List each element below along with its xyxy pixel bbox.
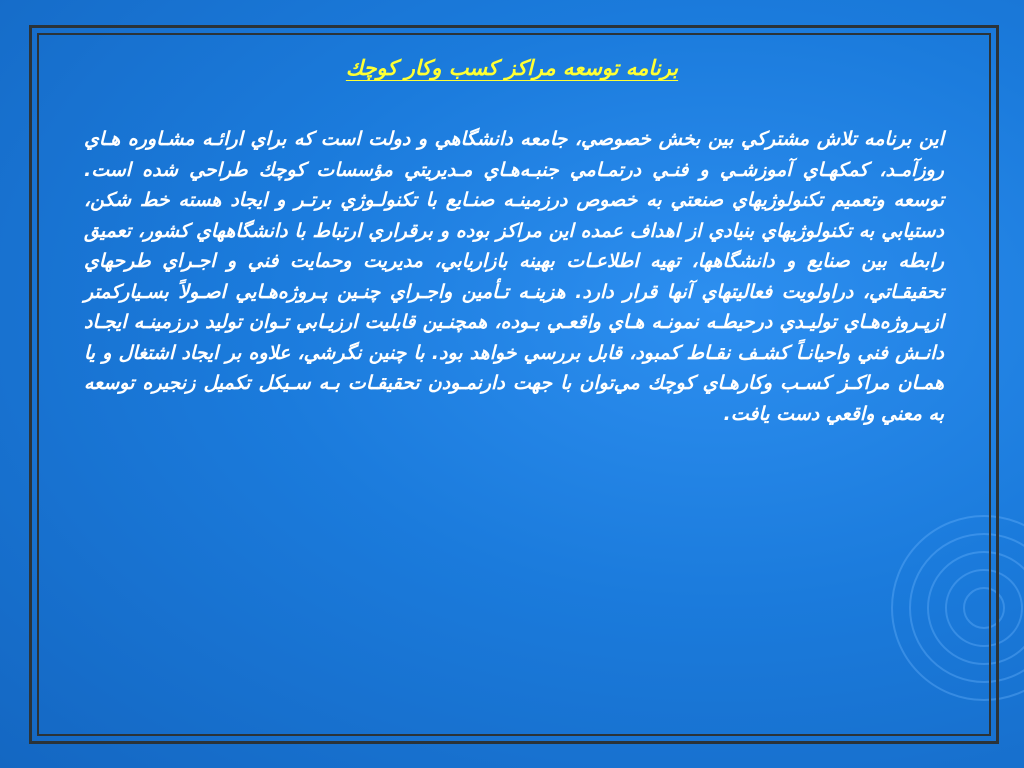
slide-title: برنامه توسعه مراكز كسب وكار كوچك xyxy=(345,56,679,80)
slide-body-paragraph: اين برنامه تلاش مشتركي بين بخش خصوصي، جامعه دانشگاهي و دولت است كه براي ارائـه مشـاوره هـاي روزآمـد، كمكهـاي آموزشـي و فنـي درتمـامي جنبـه‌هـاي مـديريتي مؤسسات كوچك طراحي شده است. توسعه وتعميم تكنولوژيهاي صنعتي به خصوص درزمينـه صنـايع با تكنولـوژي برتـر و ايجاد هسته خط شكن، دستيابي به تكنولوژيهاي بنيادي از اهداف عمده اين مراكز بوده و برقراري ارتباط با دانشگاههاي كشور، تعميق رابطه بين صنايع و دانشگاهها، تهيه اطلاعـات بهينه بازاريابي، مديريت وحمايت فني و اجـراي طرحهاي تحقيقـاتي، دراولويت فعاليتهاي آنها قرار دارد. هزينـه تـأمين واجـراي چنـين پـروژه‌هـايي اصـولاً بسـياركمتر ازپـروژه‌هـاي توليـدي درحيطـه نمونـه هـاي واقعـي بـوده، همچنـين قابليت ارزيـابي تـوان توليد درزمينـه ايجـاد دانـش فني واحيانـاً كشـف نقـاط كمبود، قابل بررسي خواهد بود. با چنين نگرشي، علاوه بر ايجاد اشتغال و يا همـان مراكـز كسـب وكارهـاي كوچك مي‌توان با جهت دارنمـودن تحقيقـات بـه سـيكل تكميل زنجيره توسعه به معني واقعي دست يافت. xyxy=(84,128,944,425)
